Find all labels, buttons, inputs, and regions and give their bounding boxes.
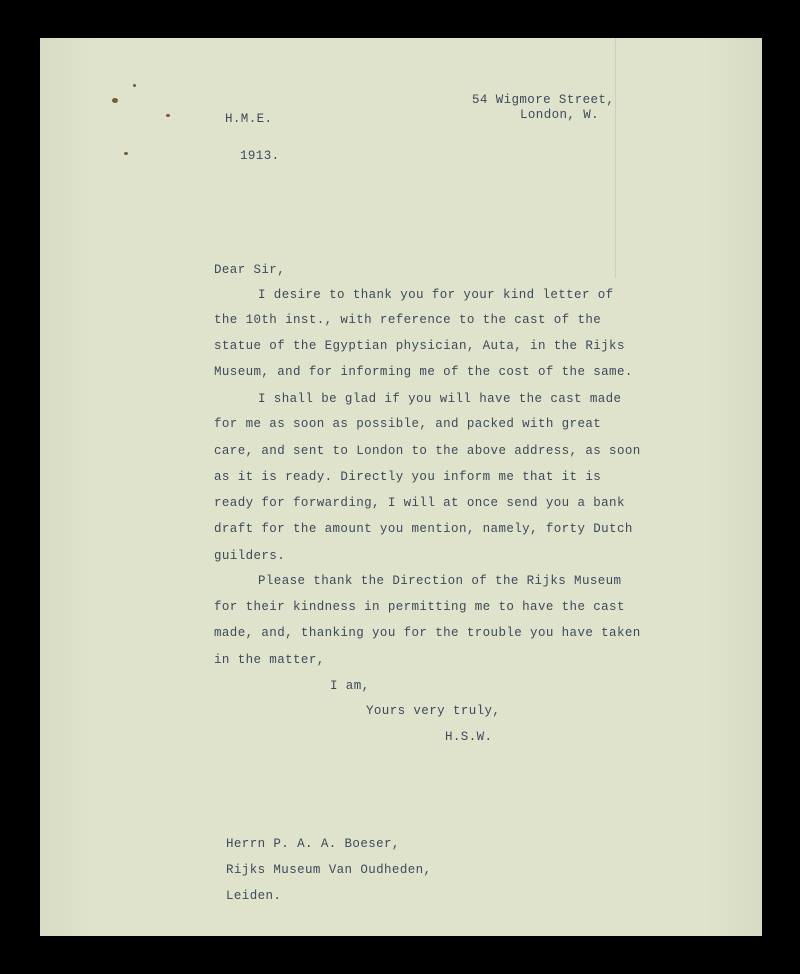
rust-spot [112,98,118,103]
body-line: in the matter, [214,653,325,667]
body-line: Museum, and for informing me of the cost of the same. [214,365,633,379]
body-line: I shall be glad if you will have the cast made [258,392,622,406]
body-line: made, and, thanking you for the trouble you have taken [214,626,641,640]
rust-spot [124,152,128,155]
body-line: guilders. [214,549,286,563]
body-line: for me as soon as possible, and packed with great [214,417,602,431]
letter-page [40,38,762,936]
recipient-line: Herrn P. A. A. Boeser, [226,837,400,851]
body-line: ready for forwarding, I will at once send you a bank [214,496,625,510]
body-line: Please thank the Direction of the Rijks Museum [258,574,622,588]
recipient-line: Leiden. [226,889,282,903]
reference-initials: H.M.E. [225,112,273,126]
body-line: the 10th inst., with reference to the cast of the [214,313,602,327]
body-line: I desire to thank you for your kind letter of [258,288,614,302]
signature-initials: H.S.W. [445,730,493,744]
body-line: care, and sent to London to the above address, as soon [214,444,641,458]
body-line: as it is ready. Directly you inform me that it is [214,470,602,484]
rust-spot [133,84,136,87]
letter-year: 1913. [240,149,280,163]
closing-line: Yours very truly, [366,704,501,718]
body-line: for their kindness in permitting me to have the cast [214,600,625,614]
rust-spot [166,114,170,117]
body-line: statue of the Egyptian physician, Auta, in the Rijks [214,339,625,353]
body-line: draft for the amount you mention, namely, forty Dutch [214,522,633,536]
paper-crease [615,38,616,278]
sender-address-line-1: 54 Wigmore Street, [472,93,615,107]
recipient-line: Rijks Museum Van Oudheden, [226,863,432,877]
salutation: Dear Sir, [214,263,286,277]
sender-address-line-2: London, W. [520,108,600,122]
closing-line: I am, [330,679,370,693]
